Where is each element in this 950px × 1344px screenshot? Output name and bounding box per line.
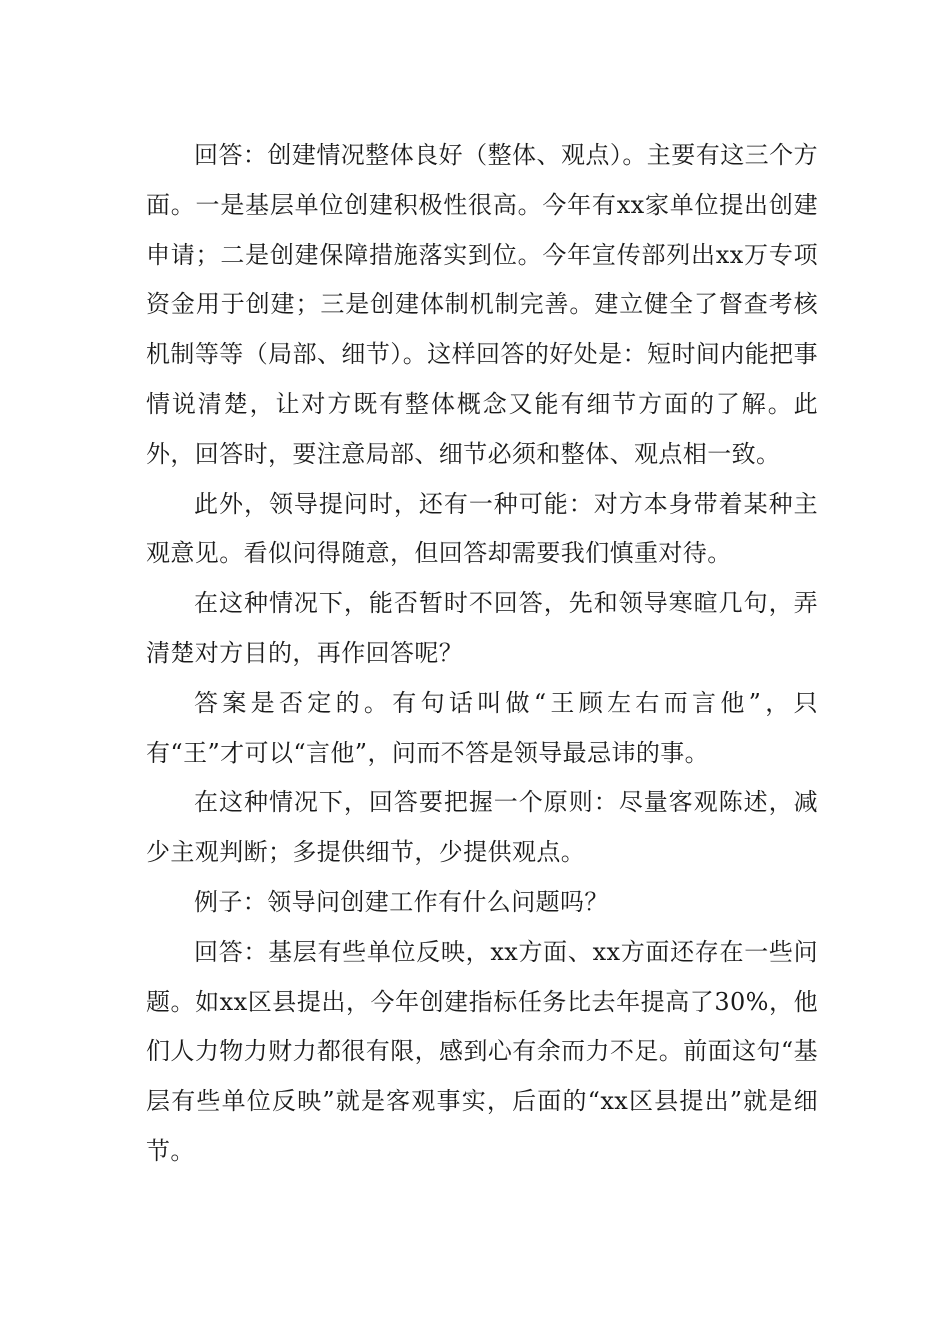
paragraph-delay-answer-question: 在这种情况下，能否暂时不回答，先和领导寒暄几句，弄清楚对方目的，再作回答呢？ [146,589,818,667]
paragraph-answer-principle: 在这种情况下，回答要把握一个原则：尽量客观陈述，减少主观判断；多提供细节，少提供观点。 [146,788,818,867]
paragraph-leader-subjective-opinion: 此外，领导提问时，还有一种可能：对方本身带着某种主观意见。看似问得随意，但回答却需要我们慎重对待。 [146,489,818,568]
document-body [146,131,818,1177]
paragraph-answer-creation-status: 回答：创建情况整体良好（整体、观点）。主要有这三个方面。一是基层单位创建积极性很高。今年有xx家单位提出创建申请；二是创建保障措施落实到位。今年宣传部列出xx万专项资金用于创建；三是创建体制机制完善。建立健全了督查考核机制等等（局部、细节）。这样回答的好处是：短时间内能把事情说清楚，让对方既有整体概念又能有细节方面的了解。此外，回答时，要注意局部、细节必须和整体、观点相一致。 [146,141,818,468]
paragraph-answer-is-no: 答案是否定的。有句话叫做“王顾左右而言他”，只有“王”才可以“言他”，问而不答是领导最忌讳的事。 [146,688,818,767]
paragraph-example-question: 例子：领导问创建工作有什么问题吗？ [194,887,609,916]
paragraph-example-answer: 回答：基层有些单位反映，xx方面、xx方面还存在一些问题。如xx区县提出，今年创建指标任务比去年提高了30%，他们人力物力财力都很有限，感到心有余而力不足。前面这句“基层有些单位反映”就是客观事实，后面的“xx区县提出”就是细节。 [146,937,818,1165]
